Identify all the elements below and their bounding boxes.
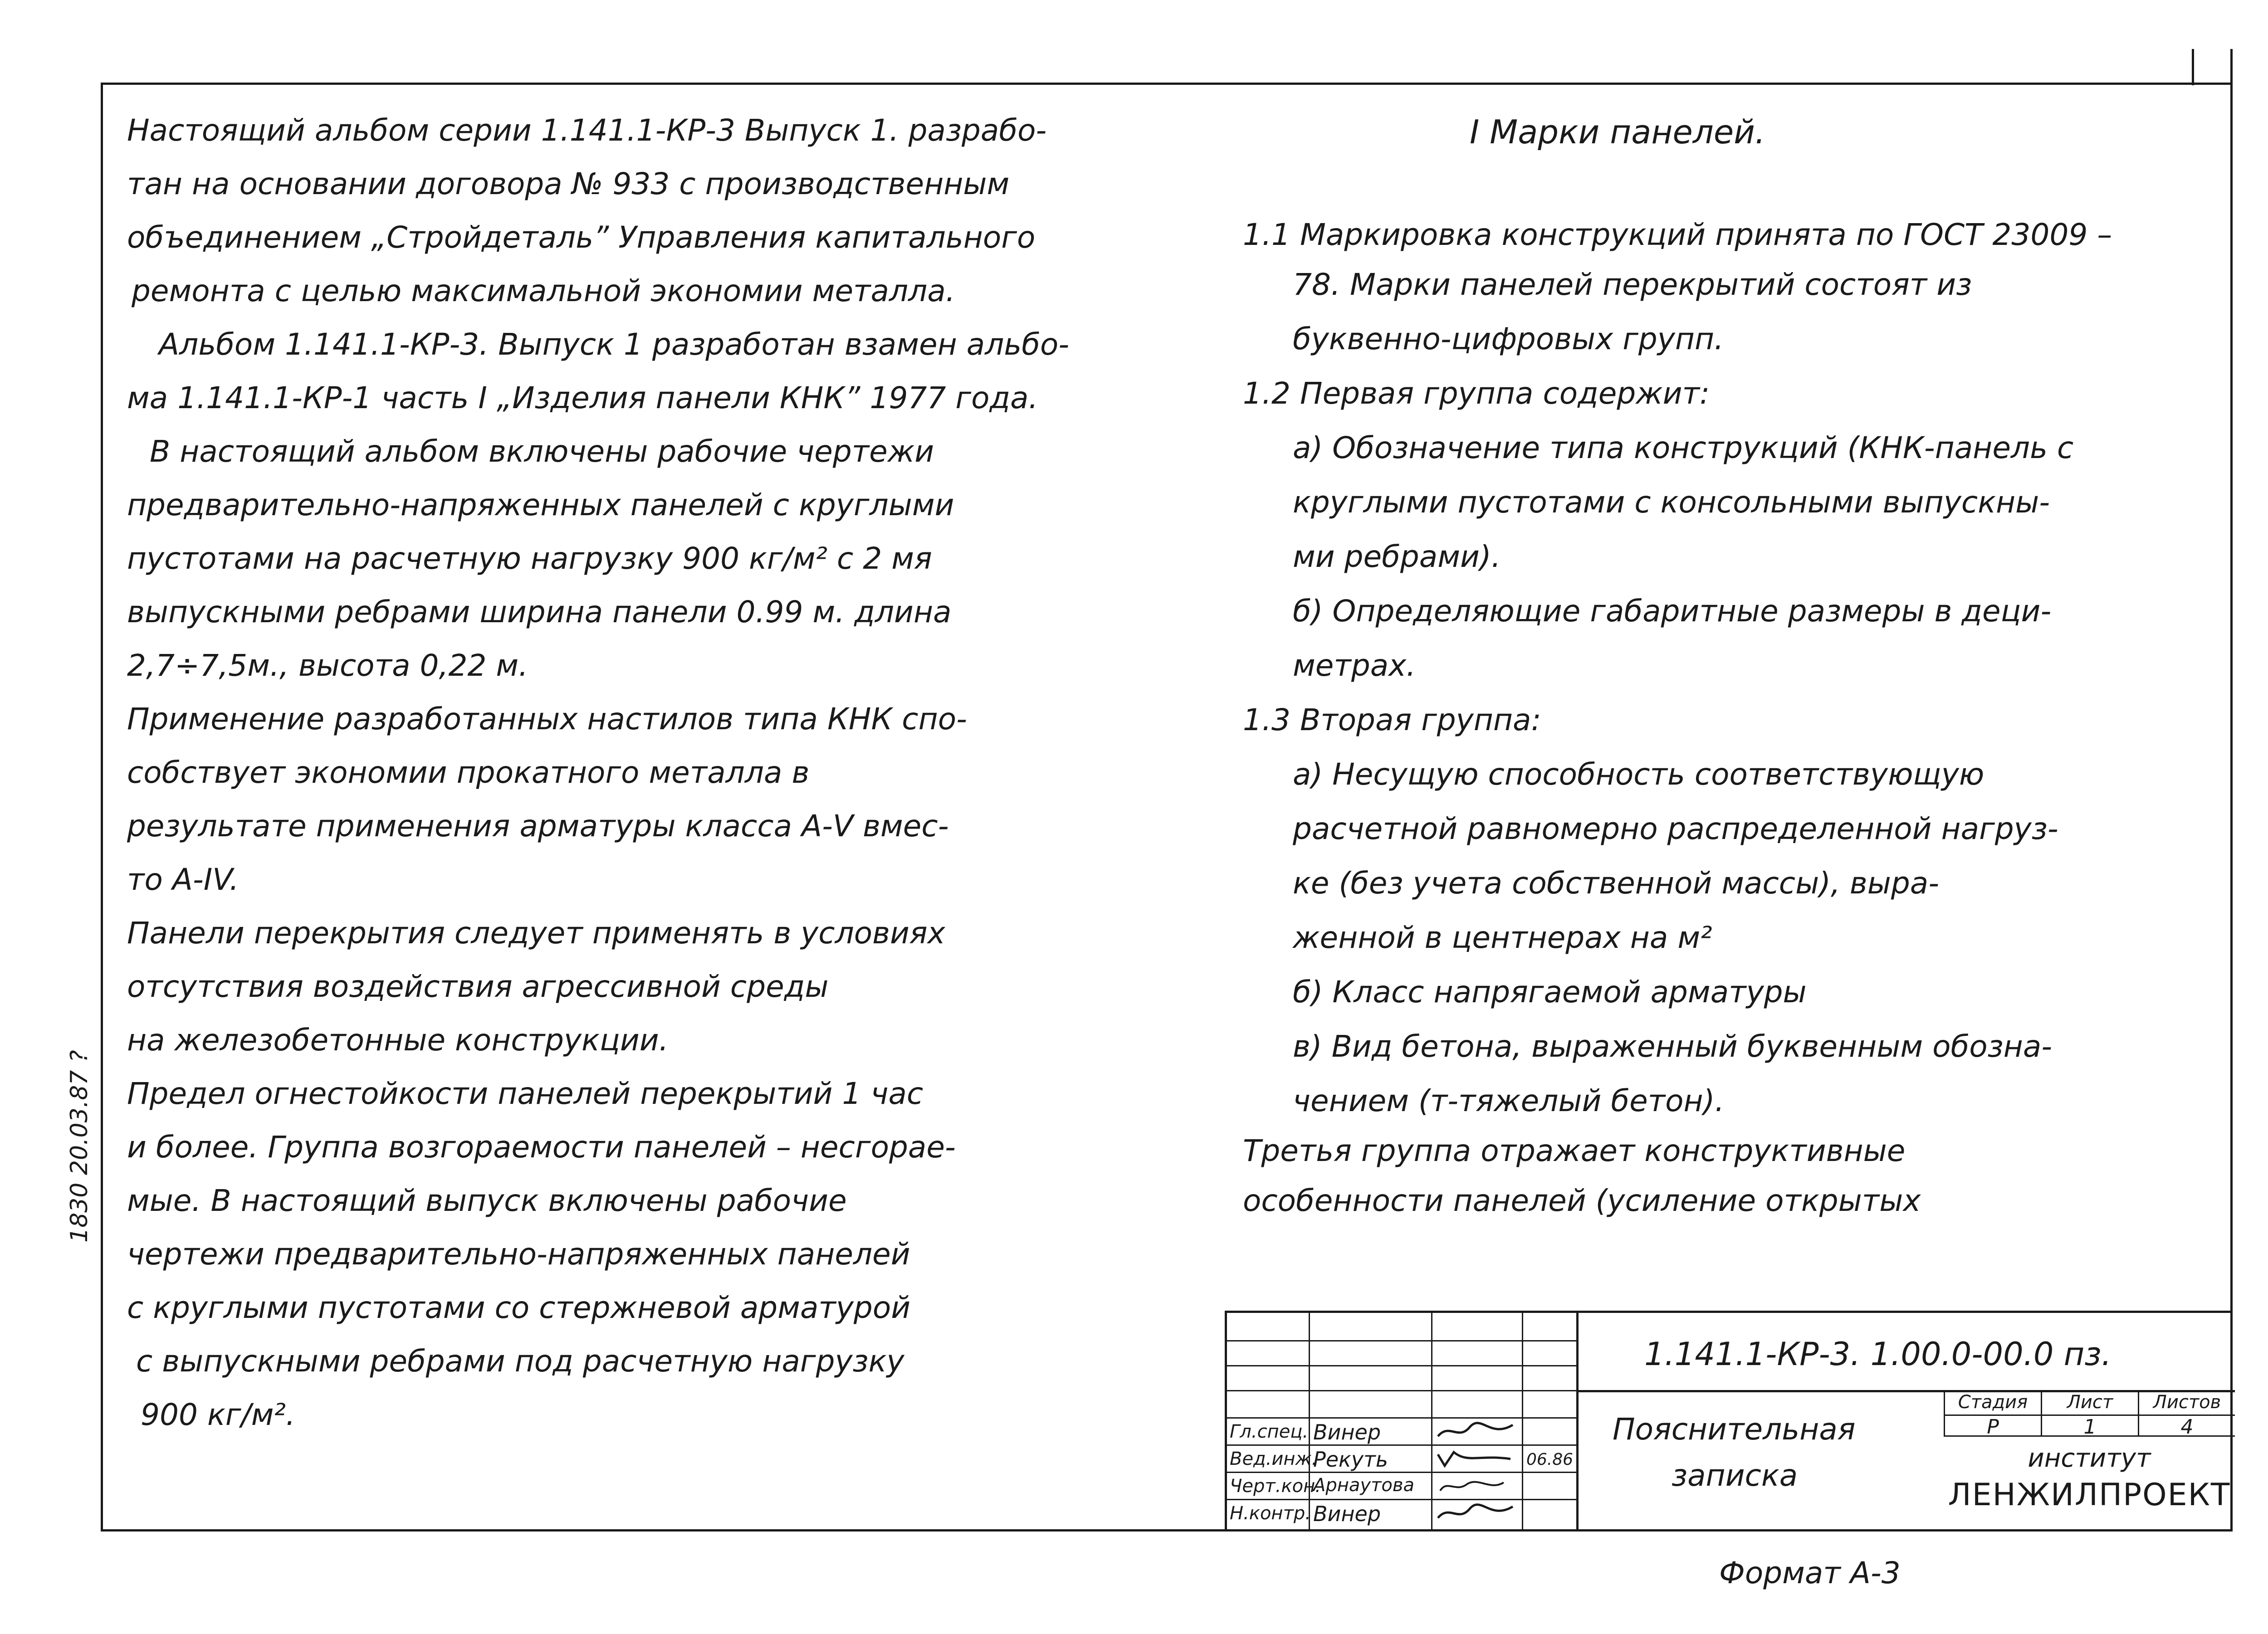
- text-line: буквенно-цифровых групп.: [1293, 322, 1724, 356]
- text-line: в) Вид бетона, выраженный буквенным обозна-: [1293, 1029, 2053, 1064]
- text-line: расчетной равномерно распределенной нагруз-: [1293, 811, 2058, 846]
- text-line: 78. Марки панелей перекрытий состоят из: [1293, 267, 1972, 302]
- text-line: круглыми пустотами с консольными выпускны-: [1293, 485, 2050, 520]
- text-line: 1.2 Первая группа содержит:: [1243, 376, 1710, 411]
- name-cell: Винер: [1313, 1420, 1381, 1444]
- format-label: Формат А-3: [1719, 1556, 1901, 1590]
- text-line: то А-IV.: [127, 862, 239, 897]
- text-line: выпускными ребрами ширина панели 0.99 м. длина: [127, 595, 952, 629]
- text-line: Третья группа отражает конструктивные: [1243, 1133, 1906, 1168]
- grid-line: [1944, 1435, 2235, 1437]
- text-line: Применение разработанных настилов типа КНК спо-: [127, 702, 967, 737]
- text-line: В настоящий альбом включены рабочие чертежи: [150, 434, 934, 469]
- grid-line: [1227, 1340, 1576, 1341]
- grid-line: [1227, 1472, 1576, 1473]
- text-line: чением (т-тяжелый бетон).: [1293, 1083, 1725, 1118]
- text-line: объединением „Стройдеталь” Управления капитального: [127, 220, 1036, 255]
- sheet-value: 1: [2083, 1415, 2097, 1439]
- name-cell: Винер: [1313, 1502, 1381, 1526]
- text-line: Настоящий альбом серии 1.141.1-КР-3 Выпуск 1. разрабо-: [127, 113, 1047, 148]
- text-line: с круглыми пустотами со стержневой арматурой: [127, 1290, 911, 1325]
- text-line: особенности панелей (усиление открытых: [1243, 1183, 1921, 1218]
- signature-grid: [1227, 1313, 1576, 1532]
- text-line: тан на основании договора № 933 с производственным: [127, 166, 1010, 201]
- sheets-value: 4: [2180, 1415, 2194, 1439]
- text-line: собствует экономии прокатного металла в: [127, 755, 810, 790]
- institute-name: ЛЕНЖИЛПРОЕКТ: [1948, 1477, 2231, 1513]
- role-cell: Вед.инж.: [1230, 1449, 1318, 1469]
- grid-line: [1227, 1365, 1576, 1366]
- grid-line: [1227, 1444, 1576, 1446]
- stage-header: Стадия: [1945, 1392, 2041, 1416]
- name-cell: Рекуть: [1313, 1447, 1388, 1472]
- grid-line: [1227, 1417, 1576, 1419]
- margin-note: 1830 20.03.87 ?: [66, 1050, 93, 1243]
- signature-mark: [1436, 1500, 1517, 1526]
- grid-line: [1576, 1313, 1579, 1532]
- sheets-cell: [2138, 1390, 2235, 1439]
- grid-line: [1227, 1499, 1576, 1500]
- text-line: 1.1 Маркировка конструкций принята по ГОСТ 23009 –: [1243, 217, 2112, 252]
- text-line: мые. В настоящий выпуск включены рабочие: [127, 1183, 847, 1218]
- document-title: записка: [1672, 1458, 1798, 1493]
- text-line: с выпускными ребрами под расчетную нагрузку: [136, 1344, 904, 1379]
- document-code: 1.141.1-КР-3. 1.00.0-00.0 пз.: [1644, 1336, 2112, 1373]
- text-line: пустотами на расчетную нагрузку 900 кг/м² с 2 мя: [127, 541, 932, 576]
- role-cell: Гл.спец.: [1230, 1421, 1309, 1442]
- text-line: отсутствия воздействия агрессивной среды: [127, 969, 829, 1004]
- text-line: на железобетонные конструкции.: [127, 1023, 669, 1058]
- sheet-number-tab: [2192, 49, 2233, 85]
- role-cell: Черт.кон.: [1230, 1476, 1321, 1497]
- role-cell: Н.контр.: [1230, 1503, 1311, 1524]
- text-line: ми ребрами).: [1293, 539, 1501, 574]
- sheet-cell: [2041, 1390, 2138, 1439]
- grid-line: [1522, 1313, 1523, 1532]
- sheets-header: Листов: [2139, 1392, 2235, 1416]
- text-line: а) Обозначение типа конструкций (КНК-панель с: [1293, 430, 2074, 465]
- text-line: ке (без учета собственной массы), выра-: [1293, 866, 1940, 901]
- name-cell: Арнаутова: [1313, 1475, 1414, 1496]
- text-line: метрах.: [1293, 648, 1416, 683]
- text-line: Альбом 1.141.1-КР-3. Выпуск 1 разработан взамен альбо-: [159, 327, 1070, 362]
- grid-line: [1431, 1313, 1432, 1532]
- text-line: ремонта с целью максимальной экономии металла.: [132, 273, 955, 308]
- date-cell: 06.86: [1526, 1450, 1574, 1469]
- text-line: 900 кг/м².: [141, 1397, 295, 1432]
- signature-mark: [1436, 1418, 1517, 1444]
- grid-line: [1309, 1313, 1310, 1532]
- text-line: 1.3 Вторая группа:: [1243, 702, 1541, 737]
- title-block: [1225, 1311, 2233, 1532]
- text-line: 2,7÷7,5м., высота 0,22 м.: [127, 648, 528, 683]
- text-line: ма 1.141.1-КР-1 часть I „Изделия панели КНК” 1977 года.: [127, 380, 1038, 415]
- stage-sheet-table: [1944, 1390, 2235, 1439]
- signature-mark: [1436, 1445, 1517, 1472]
- stage-cell: [1944, 1390, 2041, 1439]
- document-title: Пояснительная: [1613, 1412, 1856, 1447]
- text-line: результате применения арматуры класса А-V вмес-: [127, 809, 949, 844]
- stage-value: Р: [1987, 1415, 1999, 1439]
- institute-label: институт: [2028, 1444, 2151, 1473]
- text-line: Панели перекрытия следует применять в условиях: [127, 916, 945, 951]
- text-line: а) Несущую способность соответствующую: [1293, 757, 1984, 792]
- sheet-header: Лист: [2042, 1392, 2138, 1416]
- signature-mark: [1436, 1473, 1517, 1499]
- text-line: предварительно-напряженных панелей с круглыми: [127, 488, 954, 522]
- text-line: чертежи предварительно-напряженных панелей: [127, 1237, 910, 1272]
- text-line: и более. Группа возгораемости панелей – несгорае-: [127, 1130, 956, 1165]
- text-line: женной в центнерах на м²: [1293, 920, 1712, 955]
- grid-line: [1227, 1390, 1576, 1391]
- text-line: Предел огнестойкости панелей перекрытий 1 час: [127, 1076, 924, 1111]
- section-heading: I Марки панелей.: [1470, 113, 1765, 151]
- text-line: б) Класс напрягаемой арматуры: [1293, 975, 1807, 1010]
- text-line: б) Определяющие габаритные размеры в деци-: [1293, 594, 2052, 629]
